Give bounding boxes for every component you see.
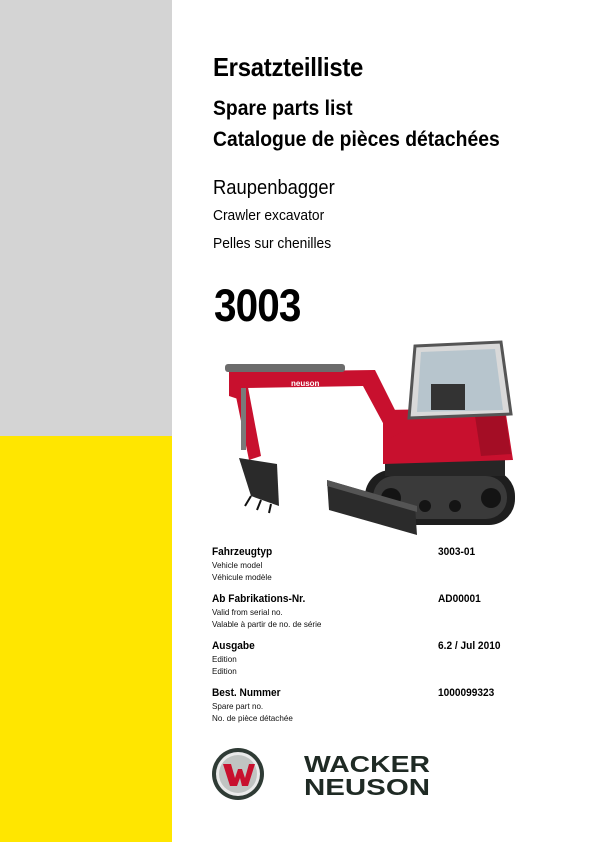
info-value: 1000099323	[438, 687, 495, 699]
info-value: 6.2 / Jul 2010	[438, 640, 501, 652]
title-english: Spare parts list	[213, 97, 353, 120]
info-order-number	[212, 687, 512, 724]
gray-side-band	[0, 0, 172, 436]
info-sub-french: Valable à partir de no. de série	[212, 619, 322, 629]
machine-type-french: Pelles sur chenilles	[213, 235, 332, 252]
info-sub-french: No. de pièce détachée	[212, 713, 293, 723]
info-sub-french: Edition	[212, 666, 237, 676]
brand-line-2: NEUSON	[304, 774, 430, 797]
machine-type-german: Raupenbagger	[213, 177, 335, 199]
wacker-w-logo-icon	[211, 747, 265, 801]
title-french: Catalogue de pièces détachées	[213, 128, 500, 151]
info-edition	[212, 640, 512, 677]
machine-type-english: Crawler excavator	[213, 207, 325, 224]
title-german: Ersatzteilliste	[213, 52, 364, 82]
info-sub-french: Véhicule modèle	[212, 572, 272, 582]
info-label: Ausgabe	[212, 640, 255, 652]
info-label: Fahrzeugtyp	[212, 546, 273, 558]
info-serial-number	[212, 593, 512, 630]
info-value: AD00001	[438, 593, 481, 605]
info-sub-english: Edition	[212, 654, 237, 664]
boom-decal: neuson	[291, 379, 320, 388]
info-sub-english: Spare part no.	[212, 701, 264, 711]
model-number: 3003	[214, 280, 301, 331]
excavator-image	[205, 330, 525, 540]
wacker-neuson-logo	[304, 751, 432, 797]
info-sub-english: Vehicle model	[212, 560, 263, 570]
info-sub-english: Valid from serial no.	[212, 607, 283, 617]
info-value: 3003-01	[438, 546, 476, 558]
info-vehicle-model	[212, 546, 512, 583]
info-label: Best. Nummer	[212, 687, 281, 699]
info-label: Ab Fabrikations-Nr.	[212, 593, 306, 605]
yellow-side-band	[0, 436, 172, 842]
brand-line-1: WACKER	[304, 751, 431, 777]
